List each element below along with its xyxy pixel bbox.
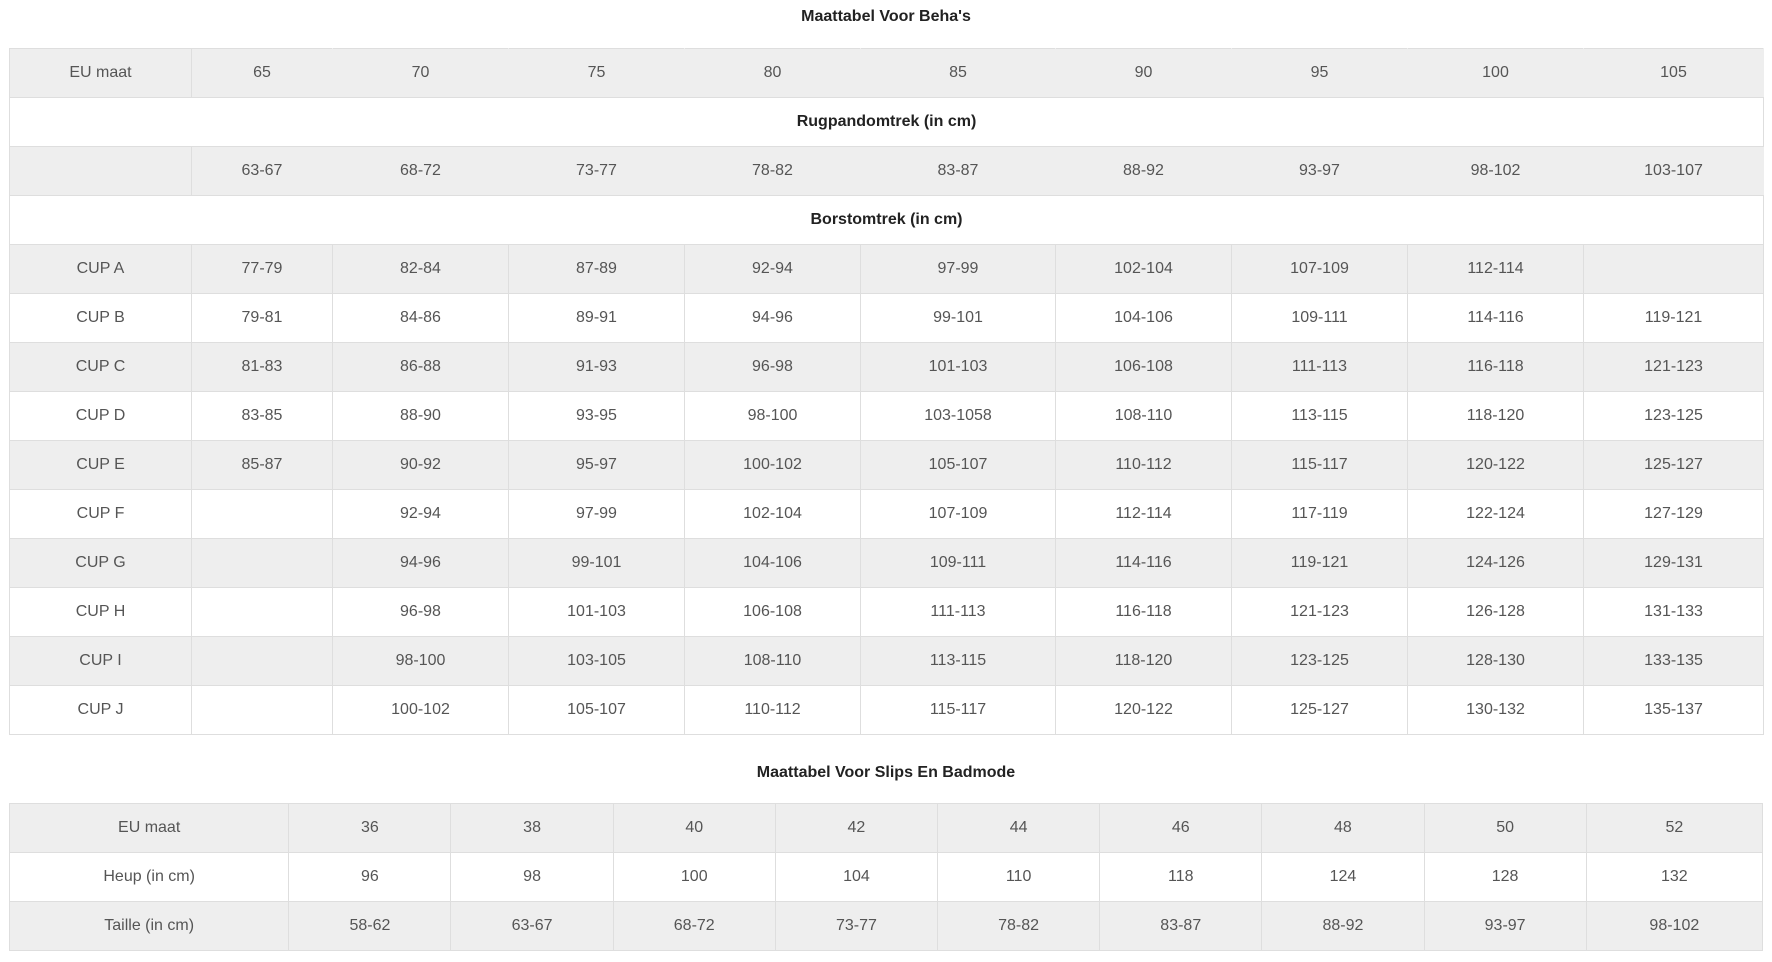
cup-row [10,294,1764,343]
bust-cell: 111-113 [1232,343,1408,392]
bust-heading: Borstomtrek (in cm) [10,196,1764,245]
eu-size-cell: 95 [1232,49,1408,98]
bust-cell: 102-104 [1056,245,1232,294]
bust-cell [1584,245,1764,294]
bust-cell: 106-108 [1056,343,1232,392]
bust-cell: 95-97 [509,441,685,490]
cup-label: CUP E [10,441,192,490]
slip-row-label: Taille (in cm) [10,902,289,951]
band-cell: 83-87 [861,147,1056,196]
eu-size-label: EU maat [10,49,192,98]
bust-cell: 105-107 [861,441,1056,490]
slip-cell: 104 [775,853,937,902]
bust-cell: 133-135 [1584,637,1764,686]
cup-label: CUP F [10,490,192,539]
bust-cell: 100-102 [333,686,509,735]
bust-cell: 89-91 [509,294,685,343]
band-cell: 88-92 [1056,147,1232,196]
bust-cell: 112-114 [1408,245,1584,294]
bust-cell: 129-131 [1584,539,1764,588]
bust-cell: 99-101 [509,539,685,588]
cup-label: CUP C [10,343,192,392]
eu-size-cell: 65 [192,49,333,98]
slip-row [10,804,1763,853]
slip-rows [10,804,1763,951]
slip-cell: 118 [1100,853,1262,902]
band-cell: 73-77 [509,147,685,196]
bust-cell: 121-123 [1584,343,1764,392]
slip-cell: 96 [289,853,451,902]
slip-cell: 63-67 [451,902,613,951]
band-cell: 98-102 [1408,147,1584,196]
eu-size-cell: 75 [509,49,685,98]
bust-cell: 125-127 [1584,441,1764,490]
slip-cell: 83-87 [1100,902,1262,951]
bust-cell: 119-121 [1584,294,1764,343]
bust-cell: 107-109 [1232,245,1408,294]
eu-size-cell: 100 [1408,49,1584,98]
cup-label: CUP A [10,245,192,294]
bust-cell: 94-96 [333,539,509,588]
cup-row [10,490,1764,539]
slip-cell: 98-102 [1586,902,1762,951]
bust-cell: 96-98 [685,343,861,392]
slip-cell: 50 [1424,804,1586,853]
slip-cell: 78-82 [938,902,1100,951]
bust-cell: 79-81 [192,294,333,343]
cup-row [10,441,1764,490]
bust-cell: 114-116 [1408,294,1584,343]
bust-cell [192,490,333,539]
cup-row [10,588,1764,637]
cup-row [10,245,1764,294]
bust-cell: 81-83 [192,343,333,392]
bust-cell: 77-79 [192,245,333,294]
eu-size-cell: 70 [333,49,509,98]
bust-cell: 94-96 [685,294,861,343]
cup-label: CUP I [10,637,192,686]
bust-cell: 122-124 [1408,490,1584,539]
bust-cell: 116-118 [1056,588,1232,637]
bust-cell: 104-106 [1056,294,1232,343]
bust-cell: 124-126 [1408,539,1584,588]
band-heading-row [10,98,1764,147]
bust-cell: 128-130 [1408,637,1584,686]
slip-cell: 110 [938,853,1100,902]
slip-cell: 132 [1586,853,1762,902]
bust-cell: 123-125 [1584,392,1764,441]
bust-cell: 121-123 [1232,588,1408,637]
bust-cell [192,539,333,588]
band-cell: 103-107 [1584,147,1764,196]
bust-cell: 87-89 [509,245,685,294]
slip-row-label: EU maat [10,804,289,853]
bust-cell: 98-100 [685,392,861,441]
slip-cell: 128 [1424,853,1586,902]
cup-label: CUP G [10,539,192,588]
cup-row [10,637,1764,686]
bust-cell: 130-132 [1408,686,1584,735]
bust-cell: 117-119 [1232,490,1408,539]
band-label [10,147,192,196]
bust-cell: 115-117 [861,686,1056,735]
bust-cell [192,588,333,637]
bust-cell: 103-105 [509,637,685,686]
cup-rows [10,245,1764,735]
bust-cell: 125-127 [1232,686,1408,735]
bust-cell: 123-125 [1232,637,1408,686]
bust-cell: 107-109 [861,490,1056,539]
slip-row-label: Heup (in cm) [10,853,289,902]
bust-cell: 108-110 [685,637,861,686]
cup-label: CUP D [10,392,192,441]
bust-cell: 109-111 [861,539,1056,588]
slip-size-table [9,803,1763,951]
bust-cell: 113-115 [861,637,1056,686]
eu-size-cell: 85 [861,49,1056,98]
slip-size-table-title: Maattabel Voor Slips En Badmode [756,764,1016,781]
bust-cell: 85-87 [192,441,333,490]
bust-cell: 103-1058 [861,392,1056,441]
slip-cell: 46 [1100,804,1262,853]
bust-cell: 127-129 [1584,490,1764,539]
slip-cell: 48 [1262,804,1424,853]
slip-cell: 73-77 [775,902,937,951]
bra-size-table-title: Maattabel Voor Beha's [801,8,971,25]
bust-cell: 111-113 [861,588,1056,637]
bust-cell: 110-112 [1056,441,1232,490]
bust-cell: 84-86 [333,294,509,343]
bust-cell: 119-121 [1232,539,1408,588]
bust-cell [192,686,333,735]
bust-cell: 113-115 [1232,392,1408,441]
bust-cell: 115-117 [1232,441,1408,490]
slip-cell: 52 [1586,804,1762,853]
bust-cell: 88-90 [333,392,509,441]
bust-cell: 120-122 [1408,441,1584,490]
slip-cell: 38 [451,804,613,853]
slip-cell: 44 [938,804,1100,853]
bust-cell: 92-94 [685,245,861,294]
eu-size-cell: 80 [685,49,861,98]
cup-row [10,686,1764,735]
bust-cell: 135-137 [1584,686,1764,735]
bust-cell: 112-114 [1056,490,1232,539]
bust-cell: 102-104 [685,490,861,539]
bust-cell: 114-116 [1056,539,1232,588]
bust-cell: 96-98 [333,588,509,637]
bust-cell: 86-88 [333,343,509,392]
slip-cell: 88-92 [1262,902,1424,951]
bust-cell: 83-85 [192,392,333,441]
bust-cell: 118-120 [1056,637,1232,686]
bust-cell: 82-84 [333,245,509,294]
bra-size-table [9,48,1764,735]
slip-cell: 40 [613,804,775,853]
bust-cell: 105-107 [509,686,685,735]
bust-cell: 101-103 [861,343,1056,392]
slip-cell: 36 [289,804,451,853]
bust-cell: 131-133 [1584,588,1764,637]
bust-cell: 104-106 [685,539,861,588]
slip-cell: 100 [613,853,775,902]
bust-cell: 92-94 [333,490,509,539]
bust-cell: 90-92 [333,441,509,490]
cup-label: CUP B [10,294,192,343]
cup-label: CUP J [10,686,192,735]
bust-cell: 109-111 [1232,294,1408,343]
bust-cell: 118-120 [1408,392,1584,441]
cup-label: CUP H [10,588,192,637]
bust-cell: 100-102 [685,441,861,490]
eu-size-header-row [10,49,1764,98]
slip-row [10,853,1763,902]
cup-row [10,343,1764,392]
slip-cell: 68-72 [613,902,775,951]
bust-cell: 101-103 [509,588,685,637]
bust-cell: 108-110 [1056,392,1232,441]
bust-cell: 93-95 [509,392,685,441]
bust-cell: 97-99 [861,245,1056,294]
band-cell: 93-97 [1232,147,1408,196]
bust-cell: 91-93 [509,343,685,392]
bust-cell: 99-101 [861,294,1056,343]
bust-cell: 110-112 [685,686,861,735]
slip-cell: 93-97 [1424,902,1586,951]
band-cell: 63-67 [192,147,333,196]
slip-cell: 98 [451,853,613,902]
bust-cell: 97-99 [509,490,685,539]
bust-cell: 116-118 [1408,343,1584,392]
band-cell: 78-82 [685,147,861,196]
bust-cell: 106-108 [685,588,861,637]
band-cell: 68-72 [333,147,509,196]
bust-cell [192,637,333,686]
band-row [10,147,1764,196]
cup-row [10,539,1764,588]
band-heading: Rugpandomtrek (in cm) [10,98,1764,147]
bust-cell: 126-128 [1408,588,1584,637]
eu-size-cell: 105 [1584,49,1764,98]
cup-row [10,392,1764,441]
slip-cell: 58-62 [289,902,451,951]
eu-size-cell: 90 [1056,49,1232,98]
bust-heading-row [10,196,1764,245]
bust-cell: 98-100 [333,637,509,686]
slip-row [10,902,1763,951]
slip-cell: 124 [1262,853,1424,902]
slip-cell: 42 [775,804,937,853]
bust-cell: 120-122 [1056,686,1232,735]
